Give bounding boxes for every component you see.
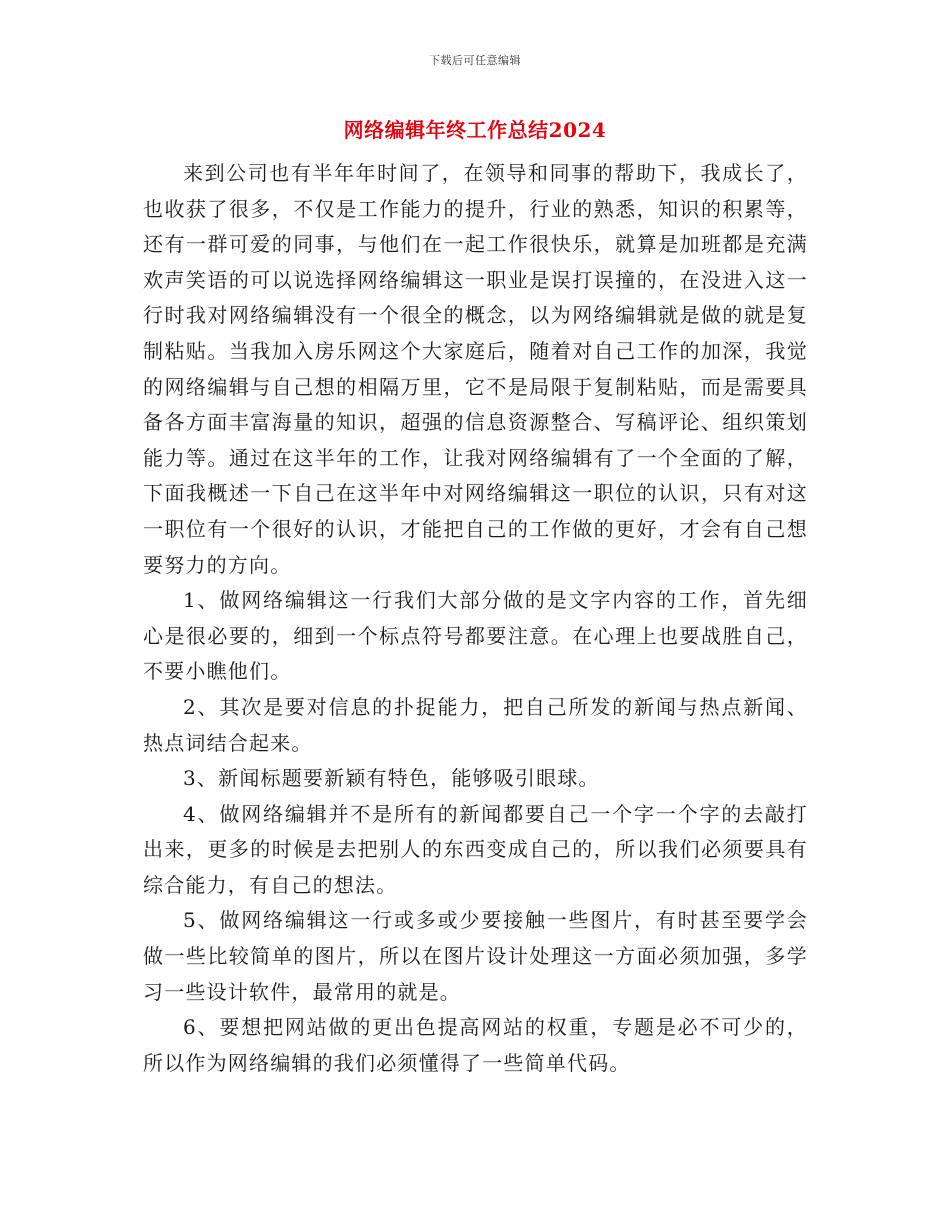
page-header: 下载后可任意编辑	[429, 54, 521, 67]
paragraph-point-5: 5、做网络编辑这一行或多或少要接触一些图片，有时甚至要学会做一些比较简单的图片，所以在图片设计处理这一方面必须加强，多学习一些设计软件，最常用的就是。	[143, 908, 808, 1004]
paragraph-intro: 来到公司也有半年年时间了，在领导和同事的帮助下，我成长了，也收获了很多，不仅是工作能力的提升，行业的熟悉，知识的积累等，还有一群可爱的同事，与他们在一起工作很快乐，就算是加班都是充满欢声笑语的可以说选择网络编辑这一职业是误打误撞的，在没进入这一行时我对网络编辑没有一个很全的概念，以为网络编辑就是做的就是复制粘贴。当我加入房乐网这个大家庭后，随着对自己工作的加深，我觉的网络编辑与自己想的相隔万里，它不是局限于复制粘贴，而是需要具备各方面丰富海量的知识，超强的信息资源整合、写稿评论、组织策划能力等。通过在这半年的工作，让我对网络编辑有了一个全面的了解，下面我概述一下自己在这半年中对网络编辑这一职位的认识，只有对这一职位有一个很好的认识，才能把自己的工作做的更好，才会有自己想要努力的方向。	[143, 161, 808, 577]
document-title: 网络编辑年终工作总结2024	[343, 118, 607, 142]
paragraph-point-4: 4、做网络编辑并不是所有的新闻都要自己一个字一个字的去敲打出来，更多的时候是去把别人的东西变成自己的，所以我们必须要具有综合能力，有自己的想法。	[143, 801, 808, 897]
paragraph-point-6: 6、要想把网站做的更出色提高网站的权重，专题是必不可少的，所以作为网络编辑的我们必须懂得了一些简单代码。	[143, 1015, 808, 1075]
paragraph-point-2: 2、其次是要对信息的扑捉能力，把自己所发的新闻与热点新闻、热点词结合起来。	[143, 694, 808, 755]
paragraph-point-3: 3、新闻标题要新颖有特色，能够吸引眼球。	[183, 766, 600, 791]
paragraph-point-1: 1、做网络编辑这一行我们大部分做的是文字内容的工作，首先细心是很必要的，细到一个标点符号都要注意。在心理上也要战胜自己，不要小瞧他们。	[143, 588, 808, 684]
document-body	[143, 156, 808, 1081]
